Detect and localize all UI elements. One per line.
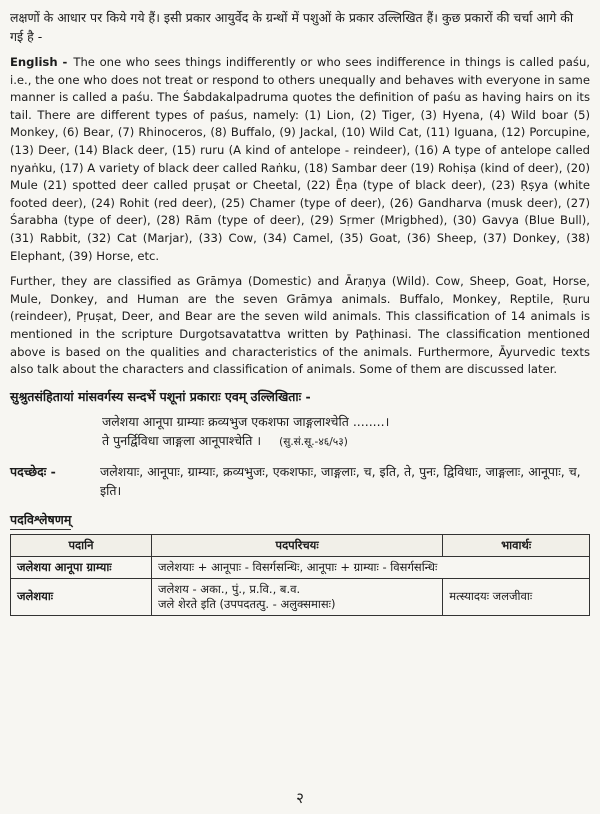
header-padani: पदानि xyxy=(11,534,152,556)
page-number: २ xyxy=(296,789,304,807)
header-padaparichaya: पदपरिचयः xyxy=(152,534,443,556)
verse-line-1 xyxy=(102,412,590,431)
row1-parichaya: जलेशयाः + आनूपाः - विसर्गसन्धिः, आनूपाः + ग्राम्याः - विसर्गसन्धिः xyxy=(152,556,590,578)
verse-block xyxy=(10,412,590,452)
row2-bhavartha: मत्स्यादयः जलजीवाः xyxy=(443,578,590,615)
padacheda-label: पदच्छेदः - xyxy=(10,463,56,479)
verse-reference: (सु.सं.सू.-४६/५३) xyxy=(279,435,348,448)
row2-pada: जलेशयाः xyxy=(11,578,152,615)
header-bhavartha: भावार्थः xyxy=(443,534,590,556)
padavishleshanam-table xyxy=(10,534,590,616)
english-paragraph-2: Further, they are classified as Grāmya (Domestic) and Āraṇya (Wild). Cow, Sheep, Goat, Horse, Mule, Donkey, and Human are the seven Grāmya animals. Buffalo, Monkey, Reptile, Ṛuru (reindeer), Pṛuṣat, Deer, and Bear are the seven wild animals. This classification of 14 animals is mentioned in the scripture Durgotsavatattva written by Paṭhinasi. The classification mentioned above is based on the qualities and characteristics of the animals. Furthermore, Āyurvedic texts also talk about the characters and classification of animals. Some of them are discussed later. xyxy=(10,274,590,377)
table-header-row xyxy=(11,534,590,556)
intro-hindi-text: लक्षणों के आधार पर किये गये हैं। इसी प्रकार आयुर्वेद के ग्रन्थों में पशुओं के प्रकार उल्लिखित हैं। कुछ प्रकारों की चर्चा आगे की गई है - xyxy=(10,10,574,44)
padacheda-text: जलेशयाः, आनूपाः, ग्राम्याः, क्रव्यभुजः, एकशफाः, जाङ्गलाः, च, इति, ते, पुनः, द्विविधाः, जाङ्गलाः, आनूपाः, च, इति। xyxy=(100,463,581,498)
verse-line-2 xyxy=(102,431,590,452)
english-para1-text: The one who sees things indifferently or who sees indifference in things is called paśu, i.e., the one who does not treat or respond to others unequally and behaves with everyone in same manner is called a paśu. The Śabdakalpadruma quotes the definition of paśu as having hairs on its tail. There are different types of paśus, namely: (1) Lion, (2) Tiger, (3) Hyena, (4) Wild boar (5) Monkey, (6) Bear, (7) Rhinoceros, (8) Buffalo, (9) Jackal, (10) Wild Cat, (11) Iguana, (12) Porcupine, (13) Deer, (14) Black deer, (15) ruru (A kind of antelope - reindeer), (16) A type of antelope called nyaṅku, (17) A variety of black deer called Raṅku, (18) Sambar deer (19) Rohiṣa (kind of deer), (20) Mule (21) spotted deer called pṛuṣat or Cheetal, (22) Ēṇa (type of black deer), (23) Ṛṣya (white footed deer), (24) Rohit (red deer), (25) Chamer (type of deer), (26) Gandharva (musk deer), (27) Śarabha (type of deer), (28) Rām (type of deer), (29) Sṛmer (Mrigbhed), (30) Gavya (Blue Bull), (31) Rabbit, (32) Cat (Marjar), (33) Cow, (34) Camel, (35) Goat, (36) Sheep, (37) Donkey, (38) Elephant, (39) Horse, etc. xyxy=(10,55,590,263)
sushruta-heading: सुश्रुतसंहितायां मांसवर्गस्य सन्दर्भे पशूनां प्रकाराः एवम् उल्लिखिताः - xyxy=(10,388,311,404)
row1-pada: जलेशया आनूपा ग्राम्याः xyxy=(11,556,152,578)
row2-parichaya-line-2: जले शेरते इति (उपपदतत्पु. - अलुक्समासः) xyxy=(158,596,336,611)
row2-parichaya-line-1: जलेशय - अका., पुं., प्र.वि., ब.व. xyxy=(158,581,301,596)
row2-parichaya xyxy=(152,578,443,615)
verse-line-1-text: जलेशया आनूपा ग्राम्याः क्रव्यभुज एकशफा जाङ्गलाश्चेति ........। xyxy=(102,413,390,429)
verse-line-2-text: ते पुनर्द्विविधा जाङ्गला आनूपाश्चेति । xyxy=(102,432,262,448)
padacheda-section xyxy=(10,462,590,500)
padavishleshanam-title: पदविश्लेषणम् xyxy=(10,510,71,530)
english-paragraph-1 xyxy=(10,54,590,265)
english-label: English - xyxy=(10,55,68,69)
table-row xyxy=(11,556,590,578)
table-row xyxy=(11,578,590,615)
